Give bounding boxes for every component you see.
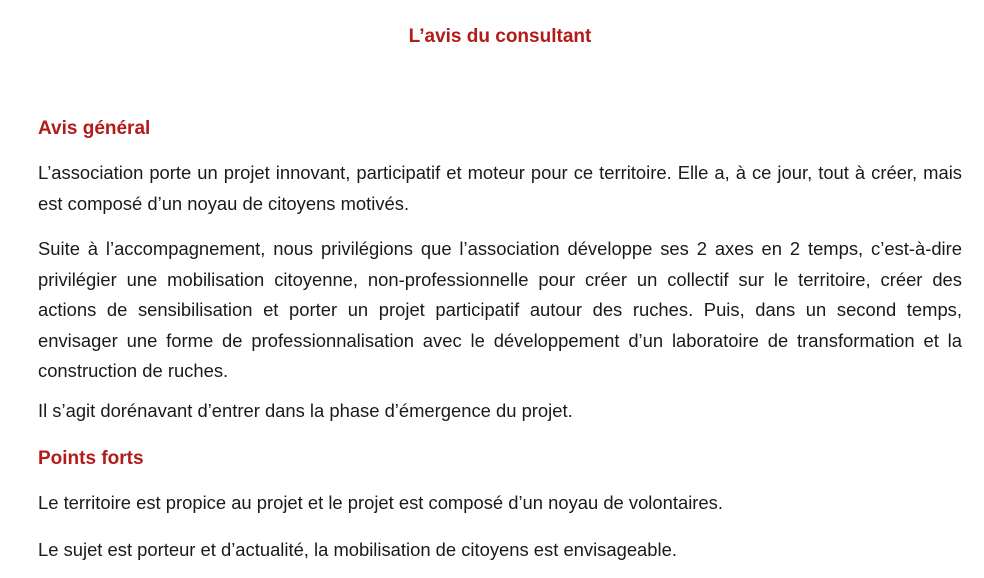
paragraph-avis-general-3: Il s’agit dorénavant d’entrer dans la phase d’émergence du projet. (38, 400, 573, 421)
paragraph-points-forts-1: Le territoire est propice au projet et le projet est composé d’un noyau de volontaires. (38, 492, 723, 513)
paragraph-points-forts-2: Le sujet est porteur et d’actualité, la mobilisation de citoyens est envisageable. (38, 539, 677, 560)
document-title: L’avis du consultant (408, 26, 592, 47)
section-heading-avis-general: Avis général (38, 118, 151, 139)
paragraph-avis-general-2: Suite à l’accompagnement, nous privilégions que l’association développe ses 2 axes en 2 temps, c’est-à-dire privilégier une mobilisation citoyenne, non-professionnelle pour créer un collectif sur le territoire, créer des actions de sensibilisation et porter un projet participatif autour des ruches. Puis, dans un second temps, envisager une forme de professionnalisation avec le développement d’un laboratoire de transformation et la construction de ruches. (38, 238, 962, 381)
paragraph-avis-general-1: L’association porte un projet innovant, participatif et moteur pour ce territoire. Elle a, à ce jour, tout à créer, mais est composé d’un noyau de citoyens motivés. (38, 162, 962, 214)
section-heading-points-forts: Points forts (38, 448, 144, 469)
